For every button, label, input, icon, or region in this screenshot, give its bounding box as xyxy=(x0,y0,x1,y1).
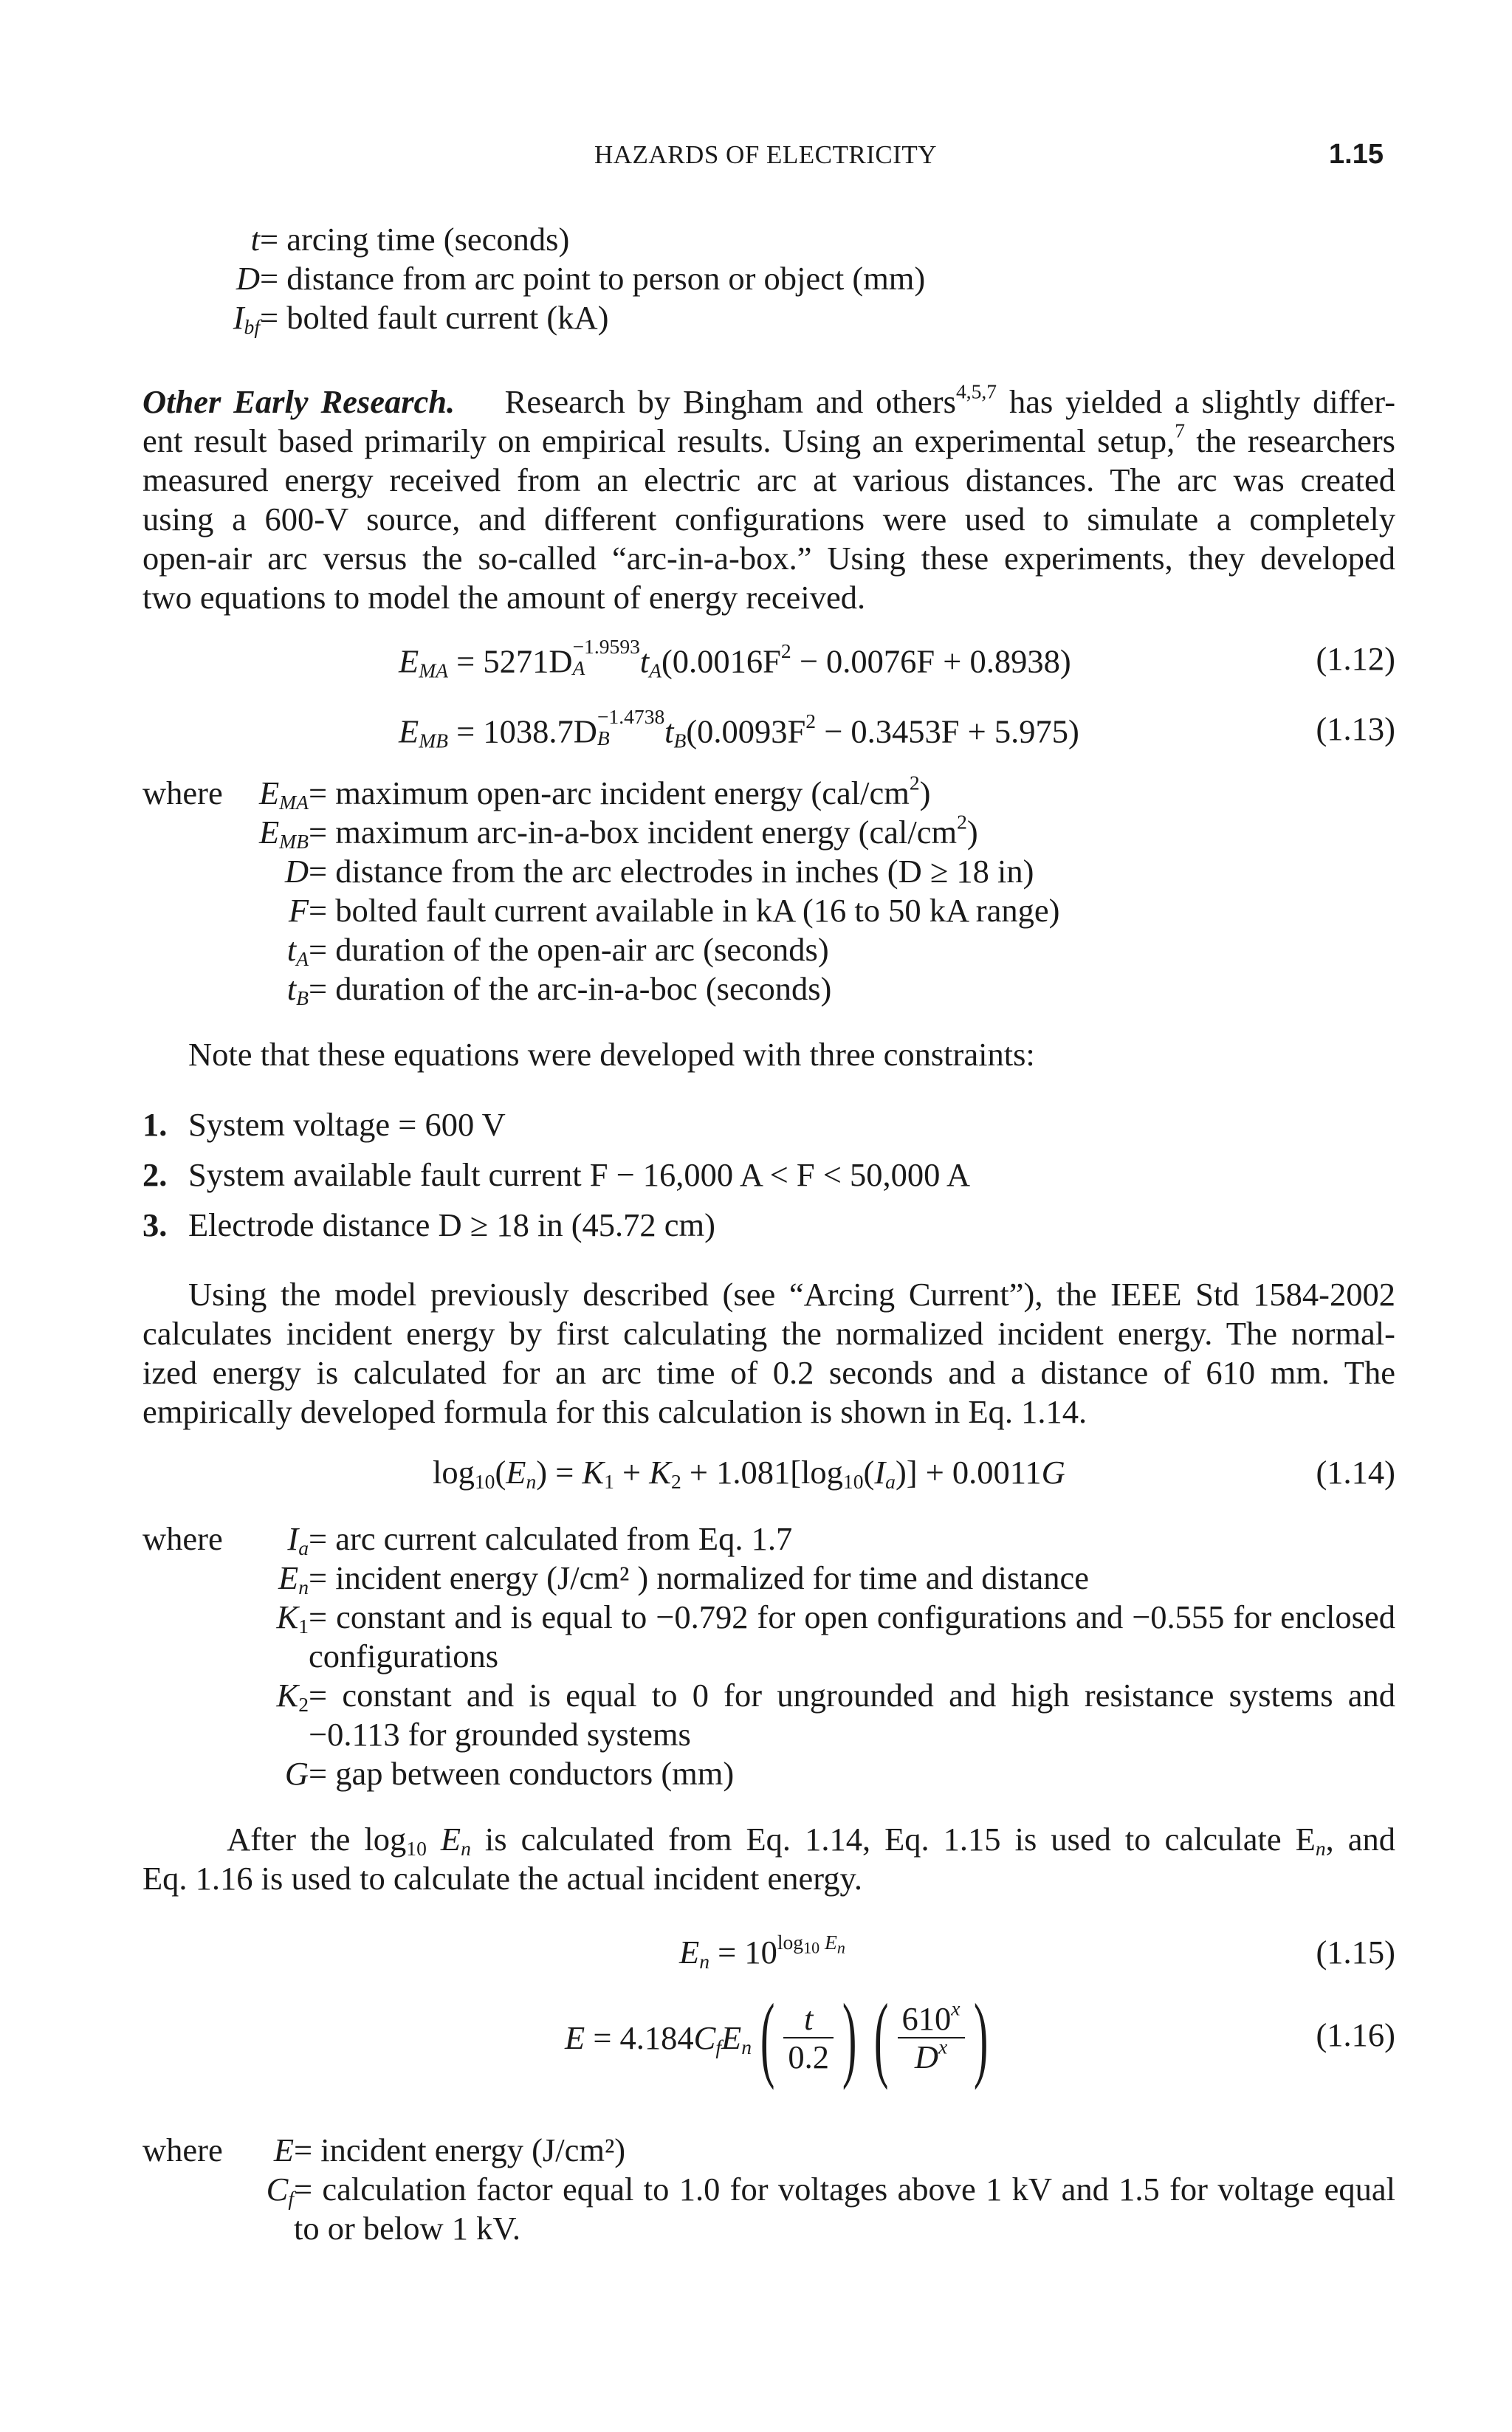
definition-text: = constant and is equal to 0 for ungrounded and high resistance systems and xyxy=(309,1677,1395,1714)
equation-number: (1.12) xyxy=(1316,640,1395,677)
definition-term: $t_B$ xyxy=(286,970,309,1009)
definition-term: $E_n$ xyxy=(278,1559,309,1598)
definition-text: = gap between conductors (mm) xyxy=(309,1755,735,1792)
definition-term: E xyxy=(273,2132,294,2168)
equation-number: (1.13) xyxy=(1316,710,1395,747)
equation-number: (1.14) xyxy=(1316,1454,1395,1491)
definition-text: = incident energy (J/cm² ) normalized for time and distance xyxy=(309,1559,1090,1596)
where-label: where xyxy=(142,2132,223,2168)
definition-text-continued: configurations xyxy=(309,1638,499,1674)
definition-term: G xyxy=(284,1755,309,1792)
definition-text: = calculation factor equal to 1.0 for voltages above 1 kV and 1.5 for voltage equal xyxy=(294,2171,1395,2208)
equation-1-15: $E_n = 10^{log_{10} E_n}$ xyxy=(679,1930,845,1973)
right-paren: ) xyxy=(973,1984,988,2091)
list-item: System voltage = 600 V xyxy=(188,1106,506,1143)
definition-text: = maximum open-arc incident energy $(cal/cm^2)$ xyxy=(309,771,931,811)
definition-term: $C_f$ xyxy=(266,2171,294,2210)
definition-text-continued: −0.113 for grounded systems xyxy=(309,1716,691,1753)
equation-1-16: $E = 4.184C_fE_n$( $\frac{t}{0.2}$ ) ( $\frac{610^x}{D^x}$ ) xyxy=(565,1984,988,2091)
definition-text: = duration of the arc-in-a-boc (seconds) xyxy=(309,970,832,1007)
definition-term: t xyxy=(250,221,260,258)
where-label: where xyxy=(142,1520,223,1557)
equation-1-14: $\log_{10}(E_n) = K_1 + K_2 + 1.081[\log_{10}(I_a)] + 0.0011G$ xyxy=(433,1454,1065,1493)
definition-term: $E_{MB}$ xyxy=(258,814,309,853)
definition-text: = bolted fault current (kA) xyxy=(260,299,609,336)
definition-term: $I_a$ xyxy=(287,1520,309,1559)
running-header: HAZARDS OF ELECTRICITY xyxy=(594,140,938,169)
left-paren: ( xyxy=(874,1984,889,2091)
definition-text: = bolted fault current available in kA (16 to 50 kA range) xyxy=(309,892,1060,929)
fraction-t-over-0-2: $\frac{t}{0.2}$ xyxy=(783,2000,834,2075)
left-paren: ( xyxy=(760,1984,775,2091)
definition-text-continued: to or below 1 kV. xyxy=(294,2210,520,2247)
list-number: 3. xyxy=(142,1206,168,1243)
definition-text: = distance from the arc electrodes in inches (D ≥ 18 in) xyxy=(309,853,1034,890)
definition-text: = incident energy (J/cm²) xyxy=(294,2132,626,2168)
definition-term: D xyxy=(236,260,260,297)
definition-term: D xyxy=(284,853,309,890)
definition-text: = distance from arc point to person or object (mm) xyxy=(260,260,926,297)
ieee-paragraph: Using the model previously described (see “Arcing Current”), the IEEE Std 1584-2002 calculates incident energy by first calculating the normalized incident energy. The normal- ized energy is calculated for an arc time of 0.2 seconds and a distance of 610 mm. The empirically developed formula for this calculation is shown in Eq. 1.14. xyxy=(142,1276,1395,1430)
list-item: Electrode distance D ≥ 18 in (45.72 cm) xyxy=(188,1206,715,1243)
equation-number: (1.15) xyxy=(1316,1934,1395,1971)
definition-text: = maximum arc-in-a-box incident energy $(cal/cm^2)$ xyxy=(309,810,978,851)
equation-number: (1.16) xyxy=(1316,2016,1395,2053)
equation-1-12: $E_{MA} = 5271D$ −1.9593 A $t_A(0.0016F^2 - 0.0076F + 0.8938)$ xyxy=(399,634,1071,682)
list-number: 2. xyxy=(142,1156,168,1193)
definition-text: = arcing time (seconds) xyxy=(260,221,570,258)
definition-term: $K_1$ xyxy=(276,1598,309,1638)
definition-term: $E_{MA}$ xyxy=(258,774,309,814)
constraints-intro: Note that these equations were developed with three constraints: xyxy=(188,1036,1035,1073)
definition-term: $t_A$ xyxy=(286,931,309,970)
definition-term: F xyxy=(288,892,309,929)
definition-text: = arc current calculated from Eq. 1.7 xyxy=(309,1520,793,1557)
list-number: 1. xyxy=(142,1106,168,1143)
definition-term: $K_2$ xyxy=(276,1677,309,1716)
section-heading: Other Early Research. xyxy=(142,383,456,420)
right-paren: ) xyxy=(842,1984,857,2091)
list-item: System available fault current F − 16,000 A < F < 50,000 A xyxy=(188,1156,971,1193)
definition-term: $I_{bf}$ xyxy=(233,299,260,338)
page-number: 1.15 xyxy=(1329,139,1384,170)
where-label: where xyxy=(142,774,223,811)
after-paragraph: After the $\log_{10} E_n$ is calculated from Eq. 1.14, Eq. 1.15 is used to calculate $E_n$, and Eq. 1.16 is used to calculate the actual incident energy. xyxy=(142,1821,1396,1897)
definition-text: = duration of the open-air arc (seconds) xyxy=(309,931,829,968)
equation-1-13: $E_{MB} = 1038.7D$ −1.4738 B $t_B(0.0093F^2 - 0.3453F + 5.975)$ xyxy=(399,704,1079,752)
fraction-610-over-d: $\frac{610^x}{D^x}$ xyxy=(898,2000,965,2075)
section-paragraph: Other Early Research. Research by Bingham and others$^{4,5,7}$ has yielded a slightly differ- ent result based primarily on empirical results. Using an experimental setup,$^7$ the researchers measured energy received from an electric arc at various distances. The arc was created using a 600-V source, and different configurations were used to simulate a completely open-air arc versus the so-called “arc-in-a-box.” Using these experiments, they developed two equations to model the amount of energy received. xyxy=(142,379,1396,616)
definition-text: = constant and is equal to −0.792 for open configurations and −0.555 for enclosed xyxy=(309,1598,1395,1635)
